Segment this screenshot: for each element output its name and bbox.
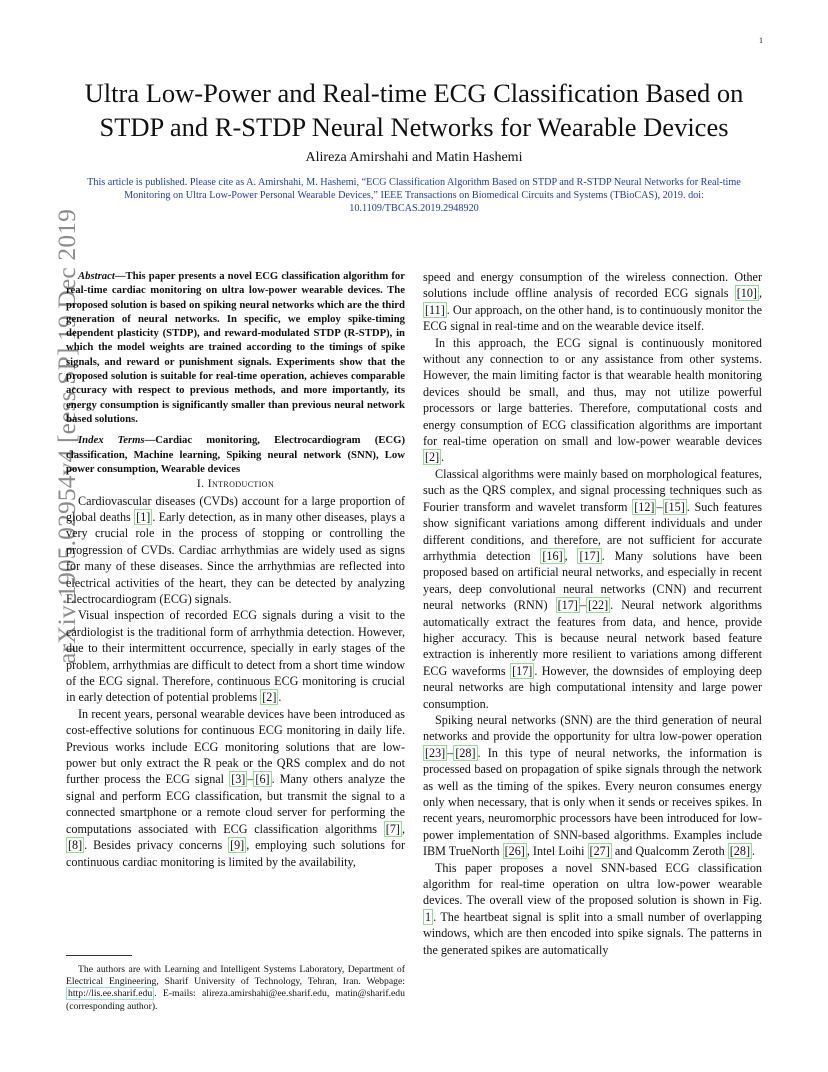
citation-link[interactable]: [17] [579, 548, 600, 563]
text: In recent years, personal wearable devices have been introduced as cost-effective solutions for continuous ECG monitoring in daily life. Previous works include ECG monitoring solutions that are low-power but only extract the R peak or the QRS complex and do not further process the ECG signal [66, 706, 405, 787]
text: . Many others analyze the signal and perform ECG classification, but transmit the signal to a connected smartphone or a remote cloud server for performing the computations associated with ECG classification algorithms [66, 772, 406, 836]
citation-link[interactable]: [9] [230, 838, 245, 853]
footnote-text [66, 964, 405, 1013]
text: Spiking neural networks (SNN) are the third generation of neural networks and provide the opportunity for ultra low-power operation [423, 712, 762, 744]
right-paragraph-5 [423, 860, 762, 958]
citation-link[interactable]: [15] [664, 499, 685, 514]
right-paragraph-2 [423, 335, 762, 466]
publication-notice: This article is published. Please cite as A. Amirshahi, M. Hashemi, “ECG Classification Algorithm Based on STDP and R-STDP Neural Networks for Real-time Monitoring on Ultra Low-Power Personal Wearable Devices,” IEEE Transactions on Biomedical Circuits and Systems (TBioCAS), 2019. doi: 10.1109/TBCAS.2019.2948920 [87, 177, 741, 214]
abstract-label: Abstract [78, 270, 115, 282]
citation-link[interactable]: [28] [729, 844, 750, 859]
text: In this approach, the ECG signal is continuously monitored without any connection to or any assistance from other systems. However, the main limiting factor is that wearable health monitoring devices should be small, and thus, may not utilize powerful processors or large batteries. Therefore, computational costs and energy consumption of ECG classification algorithms are important for real-time operation on small and low-power wearable devices [423, 335, 762, 449]
text: , [401, 821, 405, 836]
section-heading-introduction: I. Introduction [196, 477, 275, 491]
citation-link[interactable]: [27] [589, 844, 610, 859]
citation-link[interactable]: [11] [425, 302, 445, 317]
citation-link[interactable]: [23] [425, 745, 446, 760]
page-number: 1 [759, 36, 763, 45]
title-line-2: STDP and R-STDP Neural Networks for Wearable Devices [99, 112, 729, 142]
citation-link[interactable]: [6] [255, 772, 270, 787]
citation-link[interactable]: [12] [634, 499, 655, 514]
abstract [66, 269, 405, 426]
text: . The heartbeat signal is split into a small number of overlapping windows, which are then encoded into spike signals. The patterns in the generated spikes are automatically [423, 909, 762, 957]
text: . Neural network algorithms automatically extract the features from data, and hence, provide higher accuracy. This is because neural network based feature extraction is inherently more resilient to variations among different ECG waveforms [423, 598, 763, 678]
citation-link[interactable]: [8] [68, 838, 83, 853]
text: – [579, 598, 586, 613]
text: – [447, 745, 454, 760]
citation-link[interactable]: [3] [231, 772, 246, 787]
citation-link[interactable]: [17] [557, 598, 578, 613]
text: This paper proposes a novel SNN-based ECG classification algorithm for real-time operation on ultra low-power wearable devices. The overall view of the proposed solution is shown in Fig. [423, 860, 762, 908]
citation-link[interactable]: [22] [587, 598, 609, 613]
text: . [278, 690, 282, 705]
citation-link[interactable]: [1] [136, 509, 151, 524]
citation-link[interactable]: [26] [504, 844, 525, 859]
text: The authors are with Learning and Intelligent Systems Laboratory, Department of Electrical Engineering, Sharif University of Technology, Tehran, Iran. Webpage: [66, 964, 405, 988]
abstract-text: —This paper presents a novel ECG classification algorithm for real-time cardiac monitoring on ultra low-power wearable devices. The proposed solution is based on spiking neural networks which are the third generation of neural networks. In specific, we employ spike-timing dependent plasticity (STDP), and reward-modulated STDP (R-STDP), in which the model weights are trained according to the timings of spike signals, and reward or punishment signals. Experiments show that the proposed solution is suitable for real-time operation, achieves comparable accuracy with respect to previous methods, and more importantly, its energy consumption is significantly smaller than previous neural network based solutions. [66, 270, 405, 425]
text: , [758, 286, 762, 301]
text: – [247, 772, 254, 787]
citation-link[interactable]: [17] [512, 663, 533, 678]
citation-link[interactable]: [28] [455, 745, 476, 760]
figure-link[interactable]: 1 [425, 909, 432, 924]
intro-paragraph-3 [66, 706, 405, 870]
text: , employing such solutions for continuous cardiac monitoring is limited by the availability, [66, 838, 405, 869]
text: . Our approach, on the other hand, is to continuously monitor the ECG signal in real-time and on the wearable device itself. [423, 302, 762, 334]
citation-link[interactable]: [2] [262, 690, 277, 705]
text: Classical algorithms were mainly based on morphological features, such as the QRS complex, and signal processing techniques such as Fourier transform and wavelet transform [423, 466, 762, 514]
intro-paragraph-2 [66, 607, 405, 705]
right-paragraph-4 [423, 712, 762, 860]
citation-link[interactable]: [10] [736, 286, 757, 301]
text: and Qualcomm Zeroth [611, 844, 728, 859]
text: Visual inspection of recorded ECG signals during a visit to the cardiologist is the traditional form of arrhythmia detection. However, due to their intermittent occurrence, specially in early stages of the problem, arrhythmias are difficult to detect from a short time window of the ECG signal. Therefore, continuous ECG monitoring is crucial in early detection of potential problems [66, 608, 405, 705]
text: speed and energy consumption of the wireless connection. Other solutions include offline analysis of recorded ECG signals [423, 270, 762, 301]
arxiv-stamp: arXiv:1905.02954v4 [eess.SP] 19 Dec 2019 [52, 208, 81, 664]
text: – [656, 499, 663, 514]
paper-title [60, 76, 768, 144]
text: . E-mails: alireza.amirshahi@ee.sharif.edu, matin@sharif.edu (corresponding author). [66, 988, 405, 1012]
text: , Intel Loihi [526, 844, 588, 859]
right-column [423, 269, 762, 958]
text: . [441, 450, 445, 465]
text: . Early detection, as in many other diseases, plays a very crucial role in the process of stopping or controlling the progression of CVDs. Cardiac arrhythmias are widely used as signs for many of these diseases. Since the arrhythmias are reflected into electrical activities of the heart, they can be detected by analyzing Electrocardiogram (ECG) signals. [66, 509, 406, 606]
left-column [66, 269, 405, 870]
index-terms-text: —Cardiac monitoring, Electrocardiogram (ECG) classification, Machine learning, Spiking neural network (SNN), Low power consumption, Wearable devices [66, 434, 405, 475]
title-line-1: Ultra Low-Power and Real-time ECG Classification Based on [84, 78, 744, 108]
text: . Such features show significant variations among different individuals and under different conditions, and therefore, are not sufficient for accurate arrhythmia detection [423, 499, 762, 563]
text: . In this type of neural networks, the information is processed based on propagation of spike signals through the network as well as the timing of the spikes. Every neuron consumes energy only when necessary, that is only when it sends or receives spikes. In recent years, neuromorphic processors have been introduced for low-power implementation of SNN-based algorithms. Examples include IBM TrueNorth [423, 745, 762, 859]
citation-link[interactable]: [2] [425, 450, 440, 465]
citation-link[interactable]: [7] [385, 821, 400, 836]
text: Cardiovascular diseases (CVDs) account for a large proportion of global deaths [66, 493, 405, 524]
authors: Alireza Amirshahi and Matin Hashemi [305, 150, 523, 165]
citation-link[interactable]: [16] [542, 548, 563, 563]
author-footnote [66, 964, 405, 1013]
intro-paragraph-1 [66, 493, 405, 608]
text: . However, the downsides of employing deep neural networks are high computational intensity and large power consumption. [423, 663, 762, 711]
text: , [564, 548, 578, 563]
index-terms-label: Index Terms [78, 434, 145, 447]
text: . Many solutions have been proposed based on artificial neural networks, and especially in recent years, deep convolutional neural networks (CNN) and recurrent neural networks (RNN) [423, 548, 763, 613]
text: . [752, 844, 756, 859]
webpage-link[interactable]: http://lis.ee.sharif.edu [68, 988, 153, 1000]
right-paragraph-1 [423, 269, 762, 335]
text: . Besides privacy concerns [84, 838, 229, 853]
footnote-divider [66, 955, 132, 956]
right-paragraph-3 [423, 466, 762, 712]
index-terms [66, 433, 405, 476]
